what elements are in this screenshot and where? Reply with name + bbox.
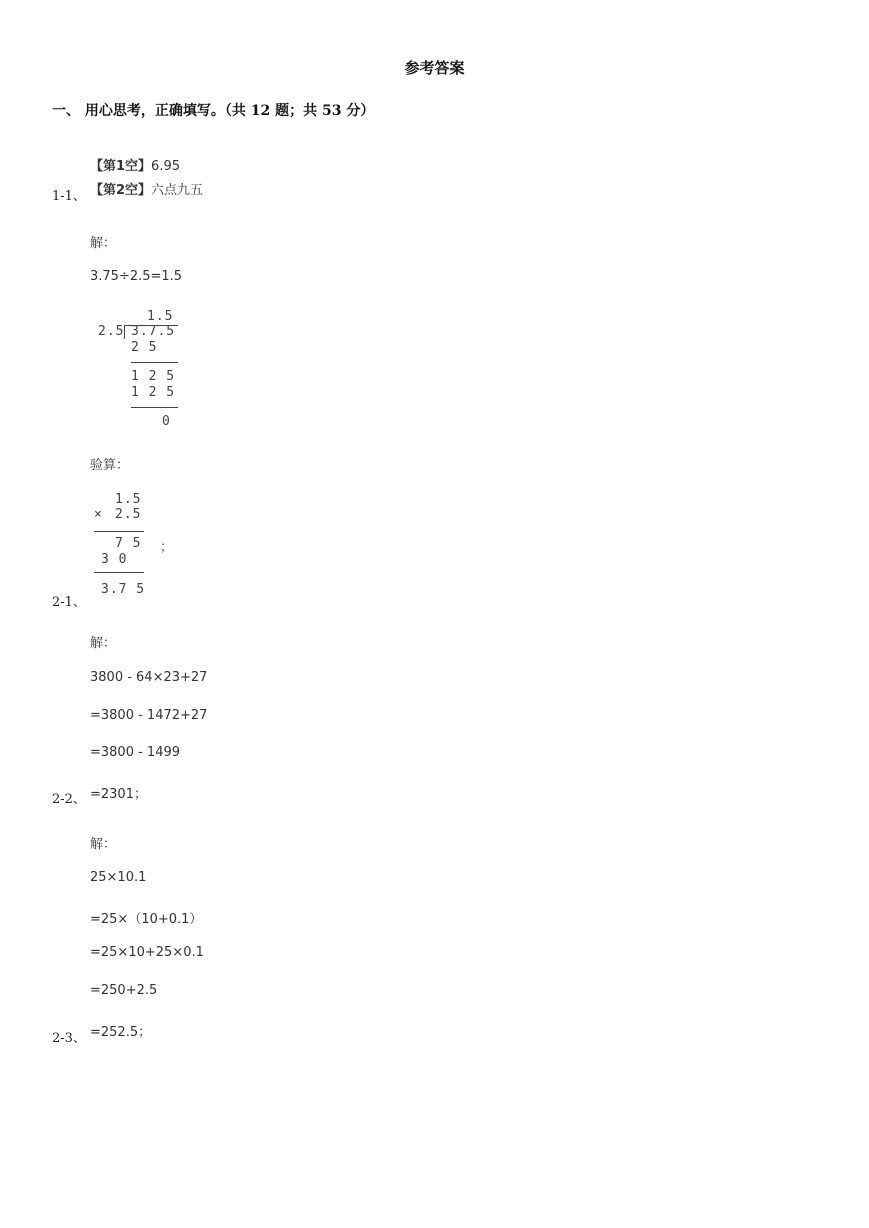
question-number-2-1: 2-1、 xyxy=(52,595,86,610)
answer-blank-2 xyxy=(90,179,203,198)
blank-2-label: 【第2空】 xyxy=(90,183,152,198)
mult-sign: × xyxy=(94,507,103,522)
solution-line: =25×（10+0.1） xyxy=(90,912,203,927)
division-bracket xyxy=(124,325,125,339)
division-remainder-2: 0 xyxy=(162,414,171,429)
blank-1-label: 【第1空】 xyxy=(90,159,152,174)
mult-semicolon: ； xyxy=(160,540,175,555)
question-number-1-1: 1-1、 xyxy=(52,189,86,204)
solution-line: =2301； xyxy=(90,787,147,802)
page-title: 参考答案 xyxy=(404,59,465,77)
division-divisor: 2.5 xyxy=(98,324,125,339)
blank-2-value: 六点九五 xyxy=(151,183,204,198)
mult-line-2 xyxy=(94,572,144,573)
solution-line: 3800 - 64×23+27 xyxy=(90,670,208,685)
solution-label: 解： xyxy=(90,236,117,251)
mult-bottom: 2.5 xyxy=(115,507,142,522)
solution-line: =252.5； xyxy=(90,1025,152,1040)
division-subtract-2: 1 2 5 xyxy=(131,385,176,400)
mult-result: 3.7 5 xyxy=(101,582,146,597)
solution-label: 解： xyxy=(90,636,117,651)
section-heading: 一、 用心思考，正确填写。（共 12 题；共 53 分） xyxy=(52,103,375,119)
mult-line-1 xyxy=(94,531,144,532)
division-remainder-1: 1 2 5 xyxy=(131,369,176,384)
solution-expression: 3.75÷2.5=1.5 xyxy=(90,269,183,284)
question-number-2-3: 2-3、 xyxy=(52,1031,86,1046)
solution-line: =3800 - 1472+27 xyxy=(90,708,208,723)
solution-line: 25×10.1 xyxy=(90,870,147,885)
solution-label: 解： xyxy=(90,837,117,852)
mult-top: 1.5 xyxy=(115,492,142,507)
blank-1-value: 6.95 xyxy=(151,159,180,174)
solution-line: =25×10+25×0.1 xyxy=(90,945,204,960)
solution-line: =250+2.5 xyxy=(90,983,158,998)
division-line-1 xyxy=(131,362,178,363)
division-line-2 xyxy=(131,407,178,408)
check-label: 验算： xyxy=(90,458,130,473)
division-dividend: 3.7.5 xyxy=(131,324,176,339)
mult-partial-1: 7 5 xyxy=(115,536,142,551)
division-quotient: 1.5 xyxy=(147,309,174,324)
solution-line: =3800 - 1499 xyxy=(90,745,181,760)
question-number-2-2: 2-2、 xyxy=(52,792,86,807)
mult-partial-2: 3 0 xyxy=(101,552,128,567)
division-subtract-1: 2 5 xyxy=(131,340,158,355)
answer-blank-1 xyxy=(90,155,180,174)
